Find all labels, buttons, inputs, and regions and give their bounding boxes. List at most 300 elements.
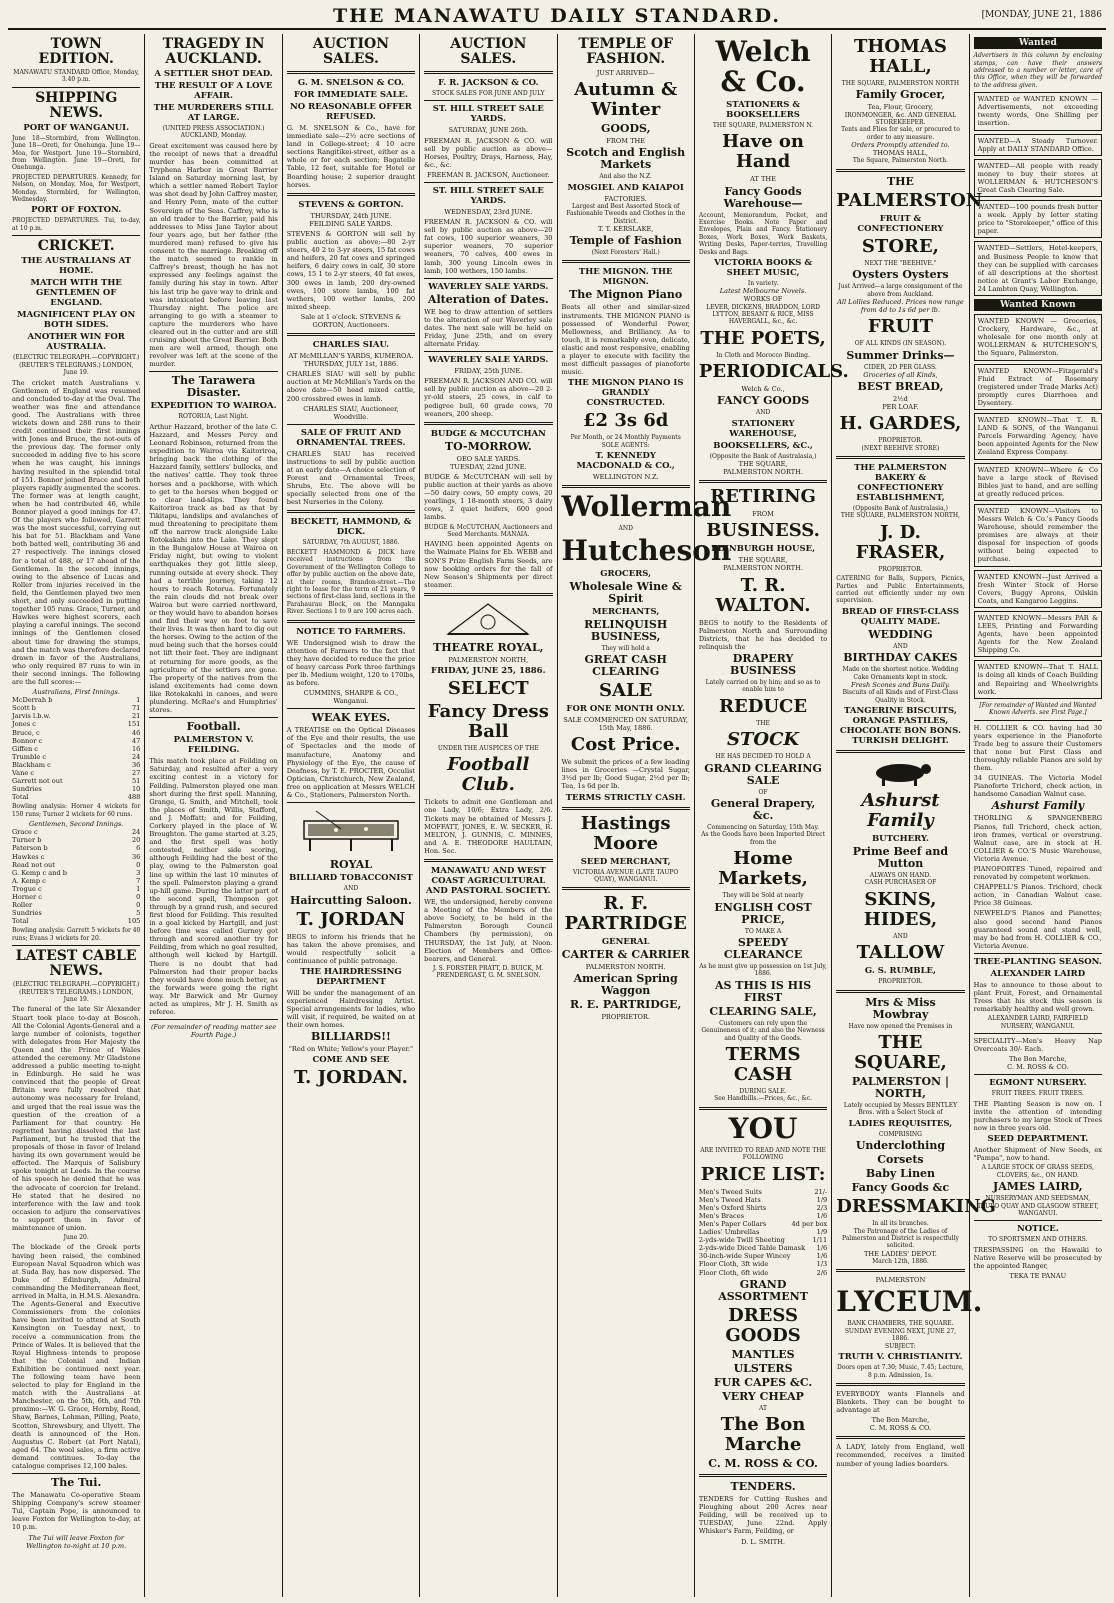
known-5: WANTED KNOWN—Visitors to Messrs Welch & Co.'s Fancy Goods Warehouse, should remember the premises are always at their disposal for inspection of goods without being expected to purchase. <box>974 504 1102 567</box>
royal-heading: ROYAL <box>329 858 373 872</box>
price-row: Men's Tweed Suits 21/- <box>698 1187 828 1196</box>
welch-fancy: Fancy Goods Warehouse— <box>723 184 803 210</box>
egmont-grass: A LARGE STOCK OF GRASS SEEDS, CLOVERS, &c., ON HAND. <box>981 1164 1094 1179</box>
st-hill-sign: FREEMAN R. JACKSON, Auctioneer. <box>427 170 550 179</box>
alteration-body: WE beg to draw attention of settlers to the alteration of our Waverley sale dates. The next sale will be held on Friday, June 25th, and on every alternate Friday. <box>424 307 553 349</box>
price-row: 30-inch-wide Super Wincey 1/6 <box>698 1252 828 1261</box>
lyceum-truth: TRUTH V. CHRISTIANITY. <box>838 1352 963 1363</box>
fruit-heading: SALE OF FRUIT AND ORNAMENTAL TREES. <box>296 427 406 448</box>
speciality-body: SPECIALITY—Men's Heavy Nap Overcoats 30/- Each. <box>973 1037 1102 1054</box>
mowbray-lately: Lately occupied by Messrs BENTLEY Bros. with a Select Stock of <box>843 1102 958 1117</box>
score-row: Bruce, c 46 <box>12 728 141 737</box>
collier-body: H. COLLIER & CO. having had 30 years experience in the Pianoforte Trade beg to assure their Customers that none but First Class and thoroughly reliable Pianos are sold by them. <box>973 723 1102 773</box>
budge-body: HAVING been appointed Agents on the Waimate Plains for Eb. WEBB and SON'S Prize English Farm Seeds, are now booking orders for the fall of New Season's Shipments per direct steamer. <box>424 540 553 589</box>
laird-body: Has to announce to those about to plant Fruit, Forest, and Ornamental Trees that his stock this season is remarkably healthy and well grown. <box>973 980 1102 1014</box>
mowbray-baby: Baby Linen <box>865 1167 936 1181</box>
column-2 <box>145 34 282 1597</box>
cable-heading: LATEST CABLE NEWS. <box>15 948 137 980</box>
tragedy-sub: A SETTLER SHOT DEAD. <box>154 69 273 79</box>
ashurst-heading: Ashurst Family <box>861 790 940 831</box>
alteration-heading: Alteration of Dates. <box>427 292 549 306</box>
cable-credit: (ELECTRIC TELEGRAPH.—COPYRIGHT.) (REUTER'S TELEGRAMS.) LONDON, June 19. <box>12 981 140 1004</box>
auspices-text: UNDER THE AUSPICES OF THE <box>437 744 539 752</box>
temple-mosgiel: MOSGIEL AND KAIAPOI <box>567 182 684 193</box>
town-edition-heading: TOWN EDITION. <box>38 36 114 67</box>
cable-date: June 20. <box>63 1234 89 1242</box>
price-row: Floor Cloth, 3ft wide 1/3 <box>698 1260 828 1269</box>
score-row: Bonnor c 47 <box>12 736 141 745</box>
st-hill-heading: ST. HILL STREET SALE YARDS. <box>432 104 544 125</box>
theatre-crest-engraving <box>443 600 533 638</box>
known-3: WANTED KNOWN—That T. R. LAND & SONS, of the Wanganui Parcels Forwarding Agency, have been appointed Agents for the New Zealand Express Company. <box>974 413 1102 459</box>
hastings-heading: Hastings Moore <box>580 812 671 854</box>
laird-name: ALEXANDER LAIRD <box>990 968 1086 979</box>
billiards-quote: "Red on White; Yellow's your Player." <box>288 1045 414 1054</box>
jordan-body: BEGS to inform his friends that he has taken the above premises, and would respectfully solicit a continuance of public patronage. <box>286 932 416 965</box>
st-hill-heading-2: ST. HILL STREET SALE YARDS. <box>432 185 544 206</box>
palm-per: PER LOAF. <box>882 403 919 412</box>
partridge-palm: PALMERSTON NORTH. <box>585 963 666 972</box>
wollerman-wine: Wholesale Wine & Spirit <box>569 579 682 605</box>
mowbray-comprising: COMPRISING <box>878 1130 922 1138</box>
hastings-seed: SEED MERCHANT, <box>580 856 671 867</box>
oeo-yards: OEO SALE YARDS. <box>456 454 521 463</box>
partridge-american: American Spring Waggon <box>573 972 678 998</box>
shipping-heading: SHIPPING NEWS. <box>35 89 118 121</box>
lyceum-sunday: SUNDAY EVENING NEXT, JUNE 27, 1886. <box>844 1327 957 1343</box>
palm-lollies: All Lollies Reduced. Prices now range from 4d to 1s 6d per lb. <box>837 297 964 315</box>
aus-scores <box>12 696 140 793</box>
wollerman-grocers: GROCERS, <box>600 568 652 579</box>
palm-oysters-body: Just Arrived—a large consignment of the above from Auckland. <box>838 283 963 298</box>
aus-bowling: Bowling analysis: Horner 4 wickets for 150 runs; Turner 2 wickets for 60 runs. <box>12 803 141 818</box>
fraser-birthday: BIRTHDAY CAKES <box>843 651 958 665</box>
ulsters: ULSTERS <box>733 1361 793 1375</box>
score-row: Scott b 71 <box>12 704 141 713</box>
notice-sportsmen: TO SPORTSMEN AND OTHERS. <box>988 1236 1088 1244</box>
partridge-heading: R. F. PARTRIDGE <box>564 893 687 935</box>
snelson-heading: G. M. SNELSON & CO. <box>297 78 404 88</box>
palm-oysters: Oysters Oysters <box>852 268 949 282</box>
manawatu-society-heading: MANAWATU AND WEST COAST AGRICULTURAL AND PASTORAL SOCIETY. <box>426 866 551 897</box>
welch-stat-ware: STATIONERY WAREHOUSE, <box>729 418 797 439</box>
known-remainder: [For remainder of Wanted and Wanted Known Adverts. see First Page.] <box>979 701 1097 717</box>
collier-tuned: PIANOFORTES Tuned, repaired and renovated by competent workmen. <box>973 864 1102 882</box>
select-heading: SELECT <box>447 677 529 699</box>
mowbray-palm: PALMERSTON | NORTH, <box>851 1075 949 1101</box>
manawatu-society-sign: J. S. FORSTER PRATT, D. BUICK, M. PRENDERGAST, G. M. SNELSON. <box>432 964 544 980</box>
temple-autumn: Autumn & Winter <box>574 79 678 121</box>
score-row: G. Kemp c and b 3 <box>12 868 141 877</box>
palm-fruit: FRUIT & CONFECTIONERY <box>857 213 944 234</box>
score-row: A. Kemp c 7 <box>12 876 141 885</box>
ox-engraving <box>860 757 940 787</box>
tragedy-heading: TRAGEDY IN AUCKLAND. <box>162 36 265 67</box>
mowbray-fancy: Fancy Goods &c <box>851 1181 950 1195</box>
walton-general: General Drapery, &c. <box>710 796 816 822</box>
walton-first: AS THIS IS HIS FIRST <box>714 978 812 1004</box>
auction-heading-2: AUCTION SALES. <box>450 36 527 67</box>
st-hill-body: FREEMAN R. JACKSON & CO. will sell by public auction as above—Horses, Poultry, Drays, Harness, Hay, &c., &c. <box>424 136 553 169</box>
auction-heading: AUCTION SALES. <box>312 36 390 67</box>
rumble-name: G. S. RUMBLE, <box>864 966 936 977</box>
mowbray-body: Have now opened the Premises in <box>848 1022 953 1030</box>
score-row: Jarvis l.b.w. 21 <box>12 712 141 721</box>
score-row: Giffen c 16 <box>12 744 141 753</box>
billiard-table-engraving <box>296 807 406 855</box>
hall-family: Family Grocer, <box>855 88 946 102</box>
football-sub: PALMERSTON V. FEILDING. <box>173 735 254 756</box>
collier-newfeld: NEWFELD'S Pianos and Pianettes; also good second hand Pianos guaranteed sound and stand well, may be had from H. COLLIER & CO., Victoria Avenue. <box>973 909 1102 950</box>
temple-arrived: JUST ARRIVED— <box>596 69 655 77</box>
mowbray-patronage: The Patronage of the Ladies of Palmerston and District is respectfully solicited. <box>841 1227 959 1250</box>
score-row: Blackham c 36 <box>12 760 141 769</box>
tarawera-heading: The Tarawera Disaster. <box>171 374 256 400</box>
fraser-tangerine: TANGERINE BISCUITS, ORANGE PASTILES, CHOCOLATE BON BONS. TURKISH DELIGHT. <box>839 706 961 746</box>
welch-variety: In variety. <box>747 279 779 287</box>
ashurst-and: AND <box>893 932 908 940</box>
remainder-notice: (For remainder of reading matter see Fourth Page.) <box>150 1023 277 1040</box>
masthead <box>8 6 1106 30</box>
mowbray-corsets: Corsets <box>877 1153 924 1167</box>
score-row: McDerrah b 1 <box>12 696 141 705</box>
lyceum-bank: BANK CHAMBERS, THE SQUARE. <box>847 1320 954 1328</box>
james-taupo: TAUPO QUAY AND GLASGOW STREET, WANGANUI. <box>977 1202 1099 1218</box>
welch-book: BOOKSELLERS, &C., <box>713 440 813 451</box>
ashurst-prime: Prime Beef and Mutton <box>852 845 949 870</box>
fraser-prop: PROPRIETOR. <box>878 565 923 573</box>
hall-square: THE SQUARE, PALMERSTON NORTH <box>841 80 960 87</box>
welch-name-2: Welch & Co., <box>741 385 785 394</box>
tarawera-body: Arthur Hazzard, brother of the late C. Hazzard, and Messrs Percy and Leonard Robinson, returned from the expedition to Wairoa via Kaitoriroa, bringing back the clothing of the Hazzard family, settlers' bullocks, and the natives' cattle. They took three horses and a packhorse, with which to get to the horses when bogged or to clear land-slips. They found Kaitoriroa track as bad as that by Tikitapu, landslips and avalanches of mud threatening to precipitate them off the narrow track alongside Lake Rotokakahi into the Lake. They slept in the Bungalow House at Wairoa on Friday night, but owing to violent earthquakes they got little sleep, running outside at every shock. They had a terrible journey, taking 12 hours to reach Rotorua. Fortunately the rain clouds did not break over Wairoa but were carried northward, or they would have to abandon horses and find their way on foot to save their lives. It was then hard to dig out the horses. Owing to the action of the mud being such that the horses could not lift their feet. They are indignant at returning for more goods, as the agriculture of the settlers are gone. The property of the natives from the island excitements had come down like Rotokakahi in canoes, and were plundering. McRae's and Humphries' stores. <box>149 422 278 715</box>
welch-poets-sub: In Cloth and Morocco Binding. <box>716 351 810 359</box>
price-list <box>699 1188 827 1277</box>
score-row: Trogue c 1 <box>12 884 141 893</box>
masthead-date: [MONDAY, JUNE 21, 1886 <box>981 10 1102 20</box>
projected: PROJECTED DEPARTURES. Kennedy, for Nelson, on Monday. Moa, for Westport, Monday. Stormbird, for Wellington, Wednesday. <box>12 173 141 204</box>
everybody-ross: C. M. ROSS & CO. <box>869 1424 932 1433</box>
town-edition-sub: MANAWATU STANDARD Office, Monday, 3.40 p.m. <box>13 69 140 84</box>
hairdressing-body: Will be under the management of an experienced Hairdressing Artist. Special arrangements for ladies, who will visit, if required, be waited on at their own homes. <box>286 988 416 1030</box>
column-3 <box>283 34 420 1597</box>
tenders-body: TENDERS for Cutting Rushes and Ploughing about 200 Acres near Feilding, will be received up to TUESDAY, June 22nd. Apply Whisker's Farm, Feilding, or <box>698 1495 828 1536</box>
palm-the: THE <box>886 174 914 188</box>
tui-heading: The Tui. <box>51 1476 102 1490</box>
egmont-seed-body: Another Shipment of New Seeds, ex "Pampa", now to hand. <box>973 1146 1102 1163</box>
columns <box>8 34 1106 1597</box>
arrivals: June 18—Stormbird, from Wellington. June 18—Oreti, for Onehunga. June 19—Moa, for Westport. June 19—Stormbird, from Wellington. June 19—Oreti, for Onehunga. <box>12 134 141 172</box>
retiring-business: BUSINESS. <box>706 520 820 542</box>
score-row: Paterson b 6 <box>12 844 141 853</box>
cable-body: The funeral of the late Sir Alexander Stuart took place to-day at Boscoh. All the Colonial Agents-General and a large number of colonists, together with delegates from Her Majesty the Queen and the Prince of Wales attended the ceremony. Mr Gladstone addressed a public meeting to-night in Edinburgh. He said he was convinced that the people of Great Britain were fully resolved that autonomy was necessary for Ireland, and urged that the real issue was the question of the creation of a Parliament for that country. He regretted having dissolved the last Parliament, but he trusted that the proposals of those in favor of Ireland having its own government would be effected. The Marquis of Salisbury spoke tonight at Leeds. In the course of his speech he denied that he was the advocate of coercion for Ireland. He stated that he desired no interference with the law and took occasion to adjure the conservatives to support them in favor of maintenance of union. <box>12 1005 141 1232</box>
hastings-victoria: VICTORIA AVENUE (LATE TAUPO QUAY), WANGANUI. <box>573 868 679 883</box>
jackson-heading: F. R. JACKSON & CO. <box>438 78 539 88</box>
fraser-wedding: WEDDING <box>868 627 933 641</box>
hall-heading: THOMAS HALL, <box>853 36 947 77</box>
temple-also: And also the N.Z. <box>599 173 652 181</box>
known-heading: Wanted Known <box>974 299 1102 311</box>
football-club-heading: Football Club. <box>447 754 530 796</box>
cable-body-2: The blockade of the Greek ports having been raised, the combined European Naval Squadron which was at Suda Bay, has now dispersed. The Duke of Edinburgh, Admiral commanding the Mediterranean fleet, arrived in Malta, in H.M.S. Alexandra. The Agents-General and Executive Commissioners from the colonies have been invited to attend at South Kensington on Tuesday next, to receive a communication from the Prince of Wales. It is believed that the Royal Highness intends to propose that the Colonial and Indian Exhibition be continued next year. The following team have been selected to play for England in the match with the Australians at Manchester, on the 5th, 6th, and 7th proximo:—W. G. Grace, Hornby, Read, Shaw, Barnes, Lohman, Pilling, Peate, Scotton, Shrewsbury, and Ulyett. The death is announced of the Hon. Augustus C. Robert (at Port Natal), aged 64. The wool sales, a firm active demand continues. To-day the catalogue comprises 12,100 bales. <box>12 1243 141 1470</box>
mignon-price-sub: Per Month, or 24 Monthly Payments <box>570 434 681 442</box>
wollerman-relinquish: RELINQUISH BUSINESS, <box>584 617 668 643</box>
snelson-body: G. M. SNELSON & Co., have for immediate sale—2½ acre sections of land in College-street; 4 10 acre sections Rangitikei-street, either as a whole or for each section; Bagatelle Table, 12 feet, suitable for Hotel or Boarding house; 2 superior draught horses. <box>286 124 416 189</box>
mignon-grand: THE MIGNON PIANO IS GRANDLY CONSTRUCTED. <box>567 378 684 409</box>
waverley-date: FRIDAY, 25th JUNE. <box>454 367 523 376</box>
egmont-body: THE Planting Season is now on. I invite the attention of intending purchasers to my large Stock of Trees now in three years old. <box>973 1099 1102 1133</box>
walton-decided: HE HAS DECIDED TO HOLD A <box>715 753 811 761</box>
rumble-prop: PROPRIETOR. <box>878 978 923 986</box>
mignon-price: £2 3s 6d <box>583 410 669 432</box>
column-1 <box>8 34 145 1597</box>
retiring-from: FROM <box>752 510 774 519</box>
cricket-heading: CRICKET. <box>37 238 115 255</box>
snelson-imm: FOR IMMEDIATE SALE. <box>293 90 408 100</box>
tragedy-sub: THE MURDERERS STILL AT LARGE. <box>153 103 274 123</box>
weak-eyes-heading: WEAK EYES. <box>311 711 391 725</box>
budge-heading: BUDGE & MCCUTCHAN <box>430 428 546 439</box>
price-row: Men's Oxford Shirts 2/3 <box>698 1203 828 1212</box>
price-row: 2-yds-wide Diced Table Damask 1/6 <box>698 1244 828 1253</box>
walton-sold: They will be Sold at nearly <box>722 892 804 900</box>
mowbray-underclothing: Underclothing <box>855 1139 946 1153</box>
mowbray-date: March 12th, 1886. <box>872 1257 929 1265</box>
walton-drapery: DRAPERY BUSINESS <box>730 651 797 677</box>
collier-thorling: THORLING & SPANGENBERG Pianos, full Trichord, check action, iron frames, vertical or overstrung. Walnut case, are in stock at H. COLLIER & CO.'S Music Warehouse, Victoria Avenue. <box>973 814 1102 863</box>
tenders-heading: TENDERS. <box>730 1480 796 1494</box>
welch-heading: Welch & Co. <box>715 35 811 98</box>
royal-and: AND <box>343 885 359 893</box>
walton-terms: TERMS CASH <box>725 1044 801 1085</box>
mowbray-square: THE SQUARE, <box>854 1032 947 1074</box>
lyceum-subject: SUBJECT: <box>885 1342 916 1350</box>
james-laird: JAMES LAIRD, <box>993 1180 1083 1194</box>
dress-goods: DRESS GOODS <box>725 1304 801 1346</box>
snelson-res: NO REASONABLE OFFER REFUSED. <box>290 102 412 122</box>
notice-panau: TEKA TE PANAU <box>1009 1272 1067 1281</box>
lyceum-sub: PALMERSTON <box>875 1276 926 1285</box>
ashurst-tallow: TALLOW <box>856 942 945 964</box>
palm-store: STORE, <box>861 235 939 257</box>
tragedy-body: Great excitement was caused here by the receipt of news that a dreadful murder has been committed at Tryphena Harbor in Great Barrier Island on Saturday morning last, by which a settler named Robert Taylor was shot dead by John Caffrey master, and Henry Penn, mate of the cutter Sovereign of the Seas. Caffrey, who is an old trader to the Barrier, paid his addresses to Miss Jane Taylor about four years ago, but her father (the murdered man) refused to give his consent to the marriage. Breaking off the match seemed to rankle in Caffrey's breast, though he has not expressed any feelings against the family during his stay in town. After his last trip he gave way to drink and was intoxicated before leaving last Thursday night. The police are arranging to go with a steamer to capture the murderers who have cleared out in the cutter and are still cruising about the Great Barrier. Both men are well armed, though one revolver was left at the scene of the murder. <box>149 141 278 369</box>
fancy-dress-heading: Fancy Dress Ball <box>427 700 549 742</box>
welch-fancy-goods: FANCY GOODS <box>716 394 810 408</box>
very-cheap: VERY CHEAP <box>722 1389 804 1403</box>
walton-make: TO MAKE A <box>744 927 782 935</box>
foxton-text: PROJECTED DEPARTURES. Tui, to-day, at 10 p.m. <box>12 217 141 232</box>
mowbray-depot: THE LADIES' DEPOT. <box>864 1249 937 1258</box>
jordan-name-2: T. JORDAN. <box>293 1067 408 1089</box>
you-heading: YOU <box>728 1111 798 1145</box>
tenders-smith: D. L. SMITH. <box>741 1537 786 1546</box>
palm-bread-price: 2½d <box>893 395 908 404</box>
column-7 <box>832 34 996 1597</box>
jordan-name: T. JORDAN <box>296 908 406 930</box>
price-list-heading: PRICE LIST: <box>700 1163 826 1185</box>
bakery-square: THE SQUARE, PALMERSTON NORTH, <box>840 512 961 520</box>
billiards-heading: BILLIARDS!! <box>311 1030 391 1044</box>
beckett-heading: BECKETT, HAMMOND, & DICK. <box>290 517 412 538</box>
known-6: WANTED KNOWN—Just Arrived a fresh Winter Stock of Horse Covers, Buggy Aprons, Oilskin Coats, and Kangaroo Leggins. <box>974 570 1102 608</box>
palm-cider: CIDER, 2D PER GLASS. <box>864 363 937 371</box>
walton-possess: As he must give up possession on 1st July, 1886. <box>699 962 827 978</box>
price-row: 2-yds-wide Twill Sheeting 1/11 <box>698 1236 828 1245</box>
partridge-carter: CARTER & CARRIER <box>561 948 690 962</box>
come-and-see: COME AND SEE <box>312 1055 390 1066</box>
wollerman-merchants: MERCHANTS, <box>592 606 660 617</box>
palm-groceries: Groceries of all Kinds, <box>863 370 938 379</box>
price-row: Floor Cloth, 6ft wide 2/6 <box>698 1268 828 1277</box>
welch-opp: (Opposite the Bank of Australasia,) <box>709 452 817 460</box>
stevens-foot: Sale at 1 o'clock. STEVENS & GORTON, Auctioneers. <box>300 312 402 329</box>
walton-goods: As the Goods have been Imported Direct from the <box>701 831 826 846</box>
gardes-name: H. GARDES, <box>839 413 962 435</box>
manawatu-society-body: WE, the undersigned, hereby convene a Meeting of the Members of the above Society, to be held in the Palmerston Borough Council Chambers (by permission), on THURSDAY, the 1st July, at Noon. Election of Members and Office-bearers, and General. <box>424 898 553 963</box>
welch-at: AT THE <box>750 175 776 184</box>
score-row: Sundries 10 <box>12 785 141 794</box>
wollerman-sale: SALE <box>599 679 653 701</box>
beckett-date: SATURDAY, 7th AUGUST, 1886. <box>302 539 400 547</box>
walton-english: ENGLISH COST PRICE, <box>714 900 812 926</box>
gent-total: Total 105 <box>12 917 141 926</box>
royal-saloon: Haircutting Saloon. <box>290 893 412 907</box>
notice-trespass: TRESPASSING on the Hawaiki to Native Reserve will be prosecuted by the appointed Ranger, <box>973 1245 1102 1271</box>
tarawera-credit: ROTORUA, Last Night. <box>178 413 249 421</box>
ashurst-butchery: BUTCHERY. <box>871 834 929 844</box>
retiring-edinburgh: EDINBURGH HOUSE, <box>711 544 816 555</box>
everybody-body: EVERYBODY wants Flannels and Blankets. They can be bought to advantage at <box>836 1389 965 1415</box>
walton-reduce: REDUCE <box>719 695 808 717</box>
retiring-palm: PALMERSTON NORTH. <box>723 564 804 573</box>
egmont-seed: SEED DEPARTMENT. <box>987 1134 1089 1145</box>
stevens-yards: FEILDING SALE YARDS. <box>309 219 393 228</box>
cricket-sub: MATCH WITH THE GENTLEMEN OF ENGLAND. <box>30 278 122 309</box>
walton-home: Home Markets, <box>718 848 808 890</box>
walton-clearing: CLEARING SALE, <box>709 1004 817 1018</box>
palm-next: NEXT THE "BEEHIVE." <box>864 259 937 267</box>
ashurst-skins: SKINS, HIDES, <box>863 888 938 930</box>
waverley-heading: WAVERLEY SALE YARDS. <box>428 281 549 292</box>
gardes-beehive: (NEXT BEEHIVE STORE) <box>861 444 940 452</box>
waverley-body: FREEMAN R. JACKSON AND CO. will sell by public auction as above—20 2-yr-old steers, 25 cows, in calf to pedigree bull, 60 grade cows, 70 weaners, 200 sheep. <box>424 377 553 418</box>
siau-loc: AT McMILLAN'S YARDS, KUMEROA. <box>288 352 414 361</box>
speciality-ross: C. M. ROSS & CO. <box>1007 1063 1069 1072</box>
walton-commencing: Commencing on Saturday, 15th May. <box>707 823 820 831</box>
palm-fruit-2: FRUIT <box>867 316 934 338</box>
hutcheson-heading: Hutcheson <box>561 533 732 567</box>
welch-have: Have on Hand <box>722 131 805 173</box>
royal-sub: BILLIARD TOBACCONIST <box>289 873 413 884</box>
column-4 <box>420 34 557 1597</box>
wanted-5: WANTED—Settlers, Hotel-keepers, and Business People to know that they can be supplied with carcases of all descriptions at the shortest notice at Grant's Labor Exchange, 24 Lambton Quay, Wellington. <box>974 241 1102 296</box>
fraser-name: J. D. FRASER, <box>855 521 946 563</box>
walton-of: OF <box>758 788 768 796</box>
siau-body: CHARLES SIAU will sell by public auction at Mr McMillan's Yards on the above date—50 head mixed cattle, 200 crossbred ewes in lamb. <box>286 370 416 403</box>
you-invited: ARE INVITED TO READ AND NOTE THE FOLLOWING <box>700 1146 826 1162</box>
walton-speedy: SPEEDY CLEARANCE <box>723 935 803 961</box>
score-row: Horner c 0 <box>12 893 141 902</box>
cricket-credit: (ELECTRIC TELEGRAPH.—COPYRIGHT.) (REUTER'S TELEGRAMS.) LONDON, June 19. <box>12 354 140 377</box>
fraser-fresh: Fresh Scones and Buns Daily. <box>851 681 950 690</box>
cricket-sub: MAGNIFICENT PLAY ON BOTH SIDES. <box>17 310 136 331</box>
score-row: Sundries 5 <box>12 909 141 918</box>
football-heading: Football. <box>186 720 241 734</box>
temple-name: Temple of Fashion <box>569 234 682 247</box>
fur-capes: FUR CAPES &C. <box>713 1375 813 1389</box>
hall-square-2: The Square, Palmerston North. <box>852 157 948 165</box>
welch-periodicals: PERIODICALS. <box>698 361 849 383</box>
temple-factories: FACTORIES. <box>604 194 647 203</box>
weak-eyes-body: A TREATISE on the Optical Diseases of the Eye and their results, the use of Spectacles and the mode of manufacture, Anatomy and Physiology of the Eye, the cause of Deafness, by T. E. PROCTER, Occulist Optician, Christchurch, New Zealand, free on application at Messrs WELCH & Co., Stationers, Palmerston North. <box>286 726 416 800</box>
score-row: Grace c 24 <box>12 828 141 837</box>
temple-goods: GOODS, <box>600 122 651 136</box>
temple-from: FROM THE <box>606 137 646 146</box>
wanted-3: WANTED—All people with ready money to buy their stores at WOLLERMAN & HUTCHESON'S Great Cash Clearing Sale. <box>974 159 1102 197</box>
gent-bowling: Bowling analysis: Garrett 5 wickets for 40 runs; Evans 3 wickets for 20. <box>12 927 141 942</box>
mowbray-branches: In all its branches. <box>872 1220 929 1228</box>
theatre-date: FRIDAY, JUNE 25, 1886. <box>431 665 546 676</box>
mignon-wellington: WELLINGTON N.Z. <box>592 473 659 482</box>
port-wanganui: PORT OF WANGANUI. <box>23 122 130 133</box>
siau-heading: CHARLES SIAU. <box>312 340 390 351</box>
oeo-body: BUDGE & McCUTCHAN will sell by public auction at their yards as above—50 dairy cows, 50 empty cows, 20 yearlings, 1 18-month steers, 3 dairy cows, 2 quiet heifers, 600 good lambs. <box>424 472 553 522</box>
ashurst-always: ALWAYS ON HAND. <box>869 872 931 879</box>
ball-body: Tickets to admit one Gentleman and one Lady, 10/6; Extra Lady, 2/6. Tickets may be obtained of Messrs J. MOFFATT, JONES, E. W. SECKER, R. MELTON, J. GUNNIS, C. MINNES, and A. E. THEODORE HAULTAIN, Hon. Sec. <box>424 798 553 855</box>
wollerman-hold: They will hold a <box>601 644 650 652</box>
wollerman-heading: Wollerman <box>561 490 732 524</box>
partridge-general: GENERAL <box>601 937 650 948</box>
walton-heading: T. R. WALTON. <box>715 574 811 616</box>
collier-chappell: CHAPPELL'S Pianos. Trichord, check action, in Canadian Walnut case. Price 38 Guineas. <box>973 883 1102 908</box>
walton-grand: GRAND CLEARING SALE <box>704 761 822 787</box>
james-nurseryman: NURSERYMAN AND SEEDSMAN, <box>985 1195 1091 1203</box>
waverley-heading-2: WAVERLEY SALE YARDS. <box>428 355 549 366</box>
retiring-square: THE SQUARE, <box>738 556 788 565</box>
temple-heading: TEMPLE OF FASHION. <box>578 36 673 67</box>
known-8: WANTED KNOWN—That T. HALL is doing all kinds of Coach Building and Repairing and Wheelwrights work. <box>974 660 1102 698</box>
ross-name: C. M. ROSS & CO. <box>708 1457 818 1471</box>
price-row: Men's Paper Collars 4d per box <box>698 1220 828 1228</box>
welch-palm: PALMERSTON NORTH. <box>723 468 804 477</box>
notice-heading: NOTICE. <box>1016 1224 1059 1235</box>
known-2: WANTED KNOWN—Fitzgerald's Fluid Extract of Rosemary (registered under Trade Marks Act) promptly cures Diarrhoea and Dysentery. <box>974 364 1102 410</box>
score-row: Trumble c 24 <box>12 752 141 761</box>
tragedy-credit: (UNITED PRESS ASSOCIATION.) AUCKLAND, Monday. <box>162 125 265 140</box>
palm-heading: PALMERSTON <box>836 189 983 211</box>
walton-lately: Lately carried on by him; and so as to enable him to <box>705 678 821 694</box>
welch-works: WORKS OF <box>743 295 783 304</box>
wanted-advertisers: Advertisers in this column by enclosing stamps, can have their answers addressed to a number or letter, care of this Office, when they will be forwarded to the address given. <box>973 52 1102 89</box>
palm-summer: Summer Drinks— <box>846 348 955 362</box>
fraser-biscuits: Biscuits of all Kinds and of First-Class Quality in Stock. <box>842 689 959 704</box>
wollerman-cost: Cost Price. <box>570 734 681 756</box>
aus-total: Total 488 <box>12 793 141 802</box>
mignon-piano: The Mignon Piano <box>569 288 683 302</box>
tragedy-sub: THE RESULT OF A LOVE AFFAIR. <box>154 81 273 101</box>
mignon-heading: THE MIGNON. THE MIGNON. <box>578 267 673 288</box>
budge-sign: BUDGE & McCUTCHAN, Auctioneers and Seed Merchants. MANAIA. <box>424 523 553 538</box>
column-6 <box>695 34 849 1597</box>
temple-scotch: Scotch and English Markets <box>566 146 686 172</box>
masthead-title: THE MANAWATU DAILY STANDARD. <box>332 5 782 27</box>
farmers-body: WE Undersigned wish to draw the attention of Farmers to the fact that they have decided to reduce the price of heavy carcass Pork three farthings per lb. Medium weight, 120 to 170lbs, as before. <box>286 638 416 687</box>
bakery-heading: THE PALMERSTON BAKERY & CONFECTIONERY ESTABLISHMENT, <box>854 463 947 504</box>
collier-guineas: 34 GUINEAS. The Victoria Model Pianoforte Trichord, check action, in handsome Canadian Walnut case. <box>973 774 1102 799</box>
grand-assortment: GRAND ASSORTMENT <box>718 1277 808 1303</box>
tomorrow-heading: TO-MORROW. <box>444 439 532 453</box>
farmers-sign: CUMMINS, SHARPE & CO., Wanganui. <box>303 689 399 706</box>
wanted-4: WANTED—100 pounds fresh butter a week. Apply by letter stating price to "Storekeeper," office of this paper. <box>974 200 1102 238</box>
